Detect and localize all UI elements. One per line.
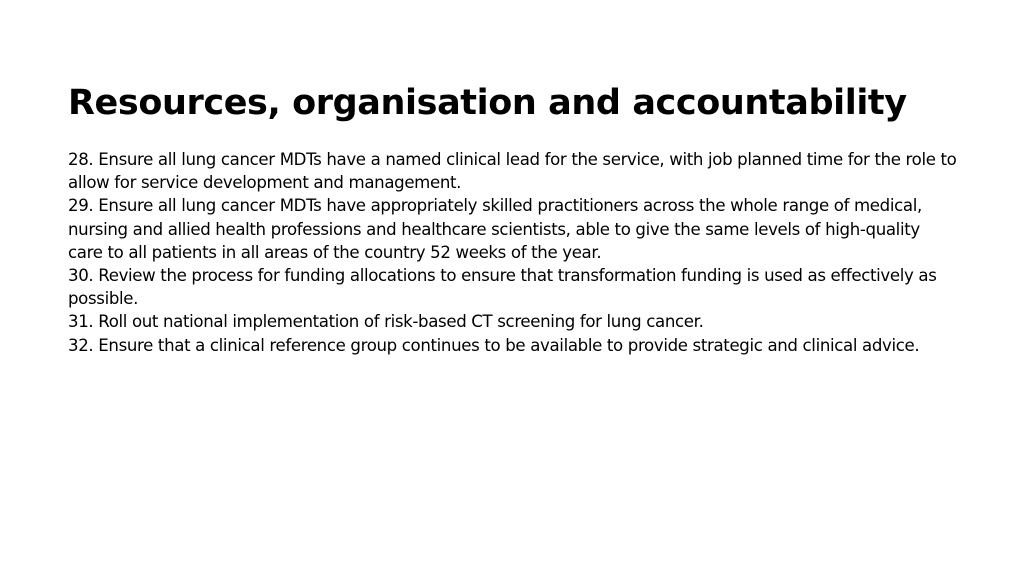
list-item bbox=[68, 194, 958, 264]
item-text: Review the process for funding allocations to ensure that transformation funding is used as effectively as possible. bbox=[68, 266, 937, 309]
item-number: 29. bbox=[68, 196, 94, 216]
item-number: 30. bbox=[68, 266, 94, 286]
item-number: 28. bbox=[68, 150, 94, 169]
list-item bbox=[68, 148, 958, 194]
recommendations-list bbox=[68, 148, 958, 357]
item-text: Roll out national implementation of risk-based CT screening for lung cancer. bbox=[98, 312, 704, 332]
item-text: Ensure that a clinical reference group continues to be available to provide strategic and clinical advice. bbox=[98, 335, 920, 355]
item-number: 31. bbox=[68, 312, 94, 332]
item-number: 32. bbox=[68, 335, 94, 355]
item-text: Ensure all lung cancer MDTs have appropriately skilled practitioners across the whole range of medical, nursing and allied health professions and healthcare scientists, able to give the same levels of high-quality care to all patients in all areas of the country 52 weeks of the year. bbox=[68, 196, 922, 262]
slide-title: Resources, organisation and accountability bbox=[68, 83, 907, 123]
list-item bbox=[68, 264, 958, 310]
list-item bbox=[68, 310, 958, 333]
item-text: Ensure all lung cancer MDTs have a named clinical lead for the service, with job planned time for the role to allow for service development and management. bbox=[68, 150, 957, 193]
list-item bbox=[68, 334, 958, 357]
